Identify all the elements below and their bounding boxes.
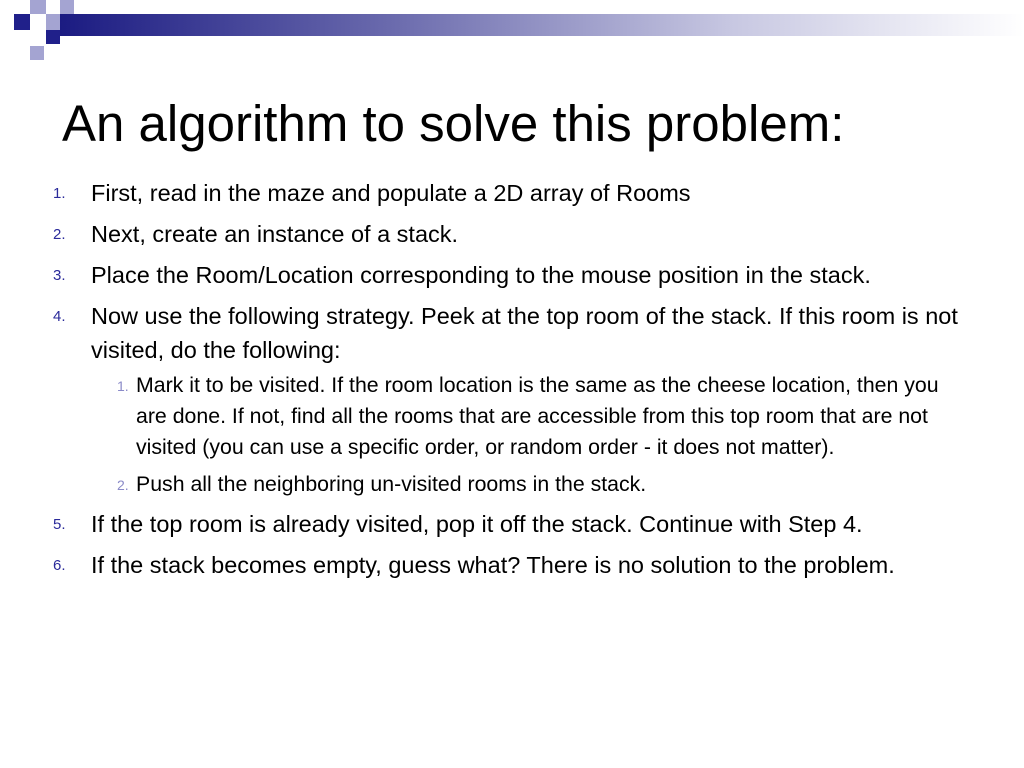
list-item [0, 176, 1024, 210]
header-gradient-bar [60, 14, 1024, 36]
list-item [0, 299, 1024, 367]
item-text: If the stack becomes empty, guess what? There is no solution to the problem. [91, 552, 895, 578]
list-item [0, 258, 1024, 292]
light-square [30, 0, 46, 14]
item-number: 3. [53, 267, 66, 284]
sub-item-text: Mark it to be visited. If the room location is the same as the cheese location, then you are done. If not, find all the rooms that are accessible from this top room that are not visited (you can use a specific order, or random order - it does not matter). [136, 373, 939, 459]
item-text: If the top room is already visited, pop it off the stack. Continue with Step 4. [91, 511, 863, 537]
sub-list-item [0, 370, 1024, 463]
item-text: Next, create an instance of a stack. [91, 221, 459, 247]
algorithm-steps-list [0, 176, 1024, 589]
corner-squares-logo [0, 0, 90, 70]
list-item [0, 217, 1024, 251]
item-number: 5. [53, 516, 66, 533]
item-number: 1. [53, 185, 66, 202]
sub-item-text: Push all the neighboring un-visited rooms in the stack. [136, 472, 647, 496]
item-text: Now use the following strategy. Peek at the top room of the stack. If this room is not visited, do the following: [91, 303, 958, 363]
sub-item-number: 1. [117, 378, 129, 394]
dark-square [46, 30, 60, 44]
light-square [30, 46, 44, 60]
item-number: 2. [53, 226, 66, 243]
item-number: 6. [53, 557, 66, 574]
list-item [0, 548, 1024, 582]
list-item [0, 507, 1024, 541]
slide-title: An algorithm to solve this problem: [62, 95, 845, 152]
sub-list-item [0, 469, 1024, 500]
item-number: 4. [53, 308, 66, 325]
dark-square [14, 14, 30, 30]
item-text: First, read in the maze and populate a 2D array of Rooms [91, 180, 691, 206]
sub-item-number: 2. [117, 477, 129, 493]
item-text: Place the Room/Location corresponding to the mouse position in the stack. [91, 262, 871, 288]
light-square [60, 0, 74, 14]
light-square [46, 14, 60, 30]
white-square [30, 14, 46, 30]
